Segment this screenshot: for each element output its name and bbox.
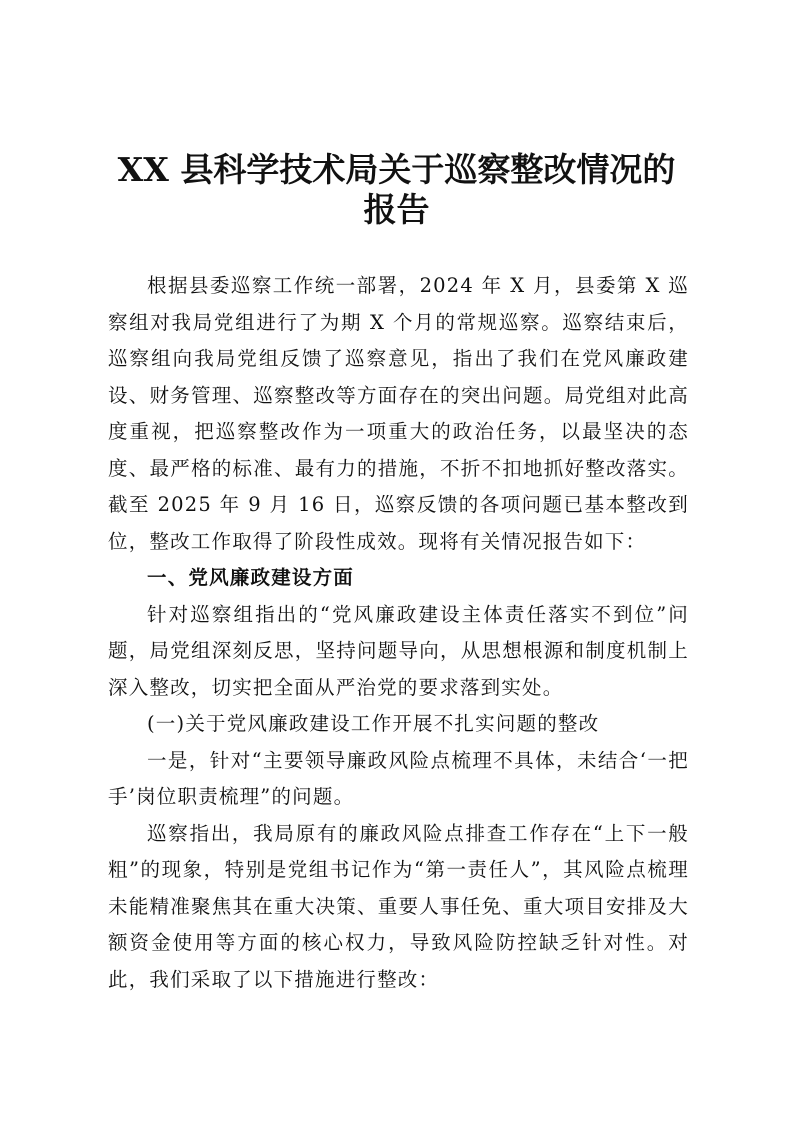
document-body <box>108 268 689 998</box>
intro-paragraph: 根据县委巡察工作统一部署，2024 年 X 月，县委第 X 巡察组对我局党组进行了为期 X 个月的常规巡察。巡察结束后，巡察组向我局党组反馈了巡察意见，指出了我们在党风廉政建设、财务管理、巡察整改等方面存在的突出问题。局党组对此高度重视，把巡察整改作为一项重大的政治任务，以最坚决的态度、最严格的标准、最有力的措施，不折不扣地抓好整改落实。截至 2025 年 9 月 16 日，巡察反馈的各项问题已基本整改到位，整改工作取得了阶段性成效。现将有关情况报告如下： <box>108 274 689 553</box>
detail-paragraph: 巡察指出，我局原有的廉政风险点排查工作存在“上下一般粗”的现象，特别是党组书记作为“第一责任人”，其风险点梳理未能精准聚焦其在重大决策、重要人事任免、重大项目安排及大额资金使用等方面的核心权力，导致风险防控缺乏针对性。对此，我们采取了以下措施进行整改： <box>108 821 689 991</box>
subsection-heading: (一)关于党风廉政建设工作开展不扎实问题的整改 <box>147 712 600 735</box>
item-one-paragraph: 一是，针对“主要领导廉政风险点梳理不具体，未结合‘一把手’岗位职责梳理”的问题。 <box>108 748 689 808</box>
document-title-line-2: 报告 <box>363 190 430 229</box>
document-title-line-1: XX 县科学技术局关于巡察整改情况的 <box>117 150 676 189</box>
section-intro-paragraph: 针对巡察组指出的“党风廉政建设主体责任落实不到位”问题，局党组深刻反思，坚持问题导向，从思想根源和制度机制上深入整改，切实把全面从严治党的要求落到实处。 <box>108 602 689 699</box>
section-heading: 一、党风廉政建设方面 <box>147 566 355 589</box>
